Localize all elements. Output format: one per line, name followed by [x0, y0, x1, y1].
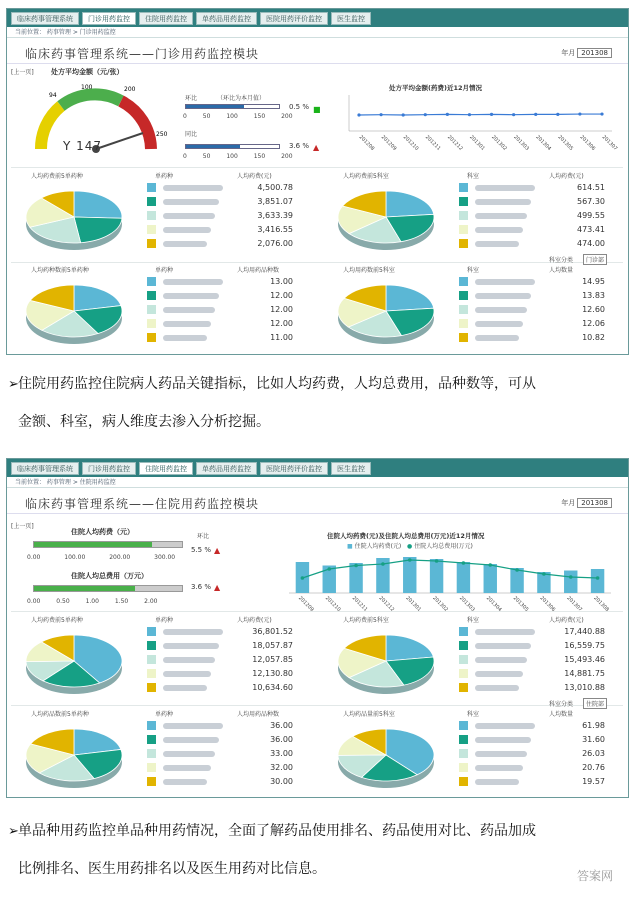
combo-title: 住院人均药费(元)及住院人均总费用(万元)近12月情况	[327, 532, 485, 540]
tab-evaluation[interactable]: 医院用药评价监控	[260, 462, 328, 475]
legend-swatch	[459, 277, 468, 286]
trend-tick-label: 201306	[578, 134, 597, 152]
redacted-name	[475, 723, 535, 729]
value-cell: 61.98	[582, 721, 605, 730]
trend-point	[357, 113, 360, 116]
legend-swatch	[459, 183, 468, 192]
tab-single-drug[interactable]: 单药品用药监控	[196, 462, 257, 475]
tongbi-label: 同比	[185, 131, 198, 138]
legend-swatch	[147, 627, 156, 636]
caption-1-line: 金额、科室，病人维度去渗入分析挖掘。	[18, 414, 270, 430]
huanbi-pct: 0.5 %	[289, 103, 310, 111]
redacted-name	[163, 199, 219, 205]
combo-point	[515, 568, 519, 572]
value-cell: 14,881.75	[564, 669, 605, 678]
legend-swatch	[459, 735, 468, 744]
value-cell: 12.00	[270, 291, 293, 300]
tab-inpatient[interactable]: 住院用药监控	[139, 12, 193, 25]
trend-tick-label: 201307	[600, 134, 619, 152]
legend-swatch	[459, 763, 468, 772]
legend-swatch	[147, 641, 156, 650]
col-header: 单药种	[155, 617, 174, 624]
redacted-name	[475, 185, 535, 191]
ratio-label: 环比	[197, 533, 210, 540]
value-cell: 2,076.00	[257, 239, 293, 248]
panel-title: 人均药费前5科室	[343, 173, 389, 180]
gauge-tick: 200	[124, 86, 136, 93]
redacted-name	[163, 737, 219, 743]
pie-slice	[386, 635, 433, 661]
redacted-name	[475, 671, 523, 677]
legend-swatch	[459, 683, 468, 692]
value-cell: 16,559.75	[564, 641, 605, 650]
legend-swatch	[147, 333, 156, 342]
redacted-name	[163, 227, 211, 233]
tab-doctor[interactable]: 医生监控	[331, 12, 371, 25]
redacted-name	[475, 279, 535, 285]
back-link[interactable]: [上一页]	[11, 523, 34, 530]
gauge-value: Y 147	[63, 139, 103, 153]
pie-chart	[331, 721, 441, 793]
page-title: 临床药事管理系统——门诊用药监控模块	[25, 47, 260, 61]
col-header: 人均数量	[549, 711, 574, 718]
redacted-name	[475, 751, 527, 757]
tongbi-axis: 0 50 100 150 200	[183, 153, 293, 160]
bar1-title: 住院人均药费（元）	[71, 528, 134, 536]
tab-outpatient[interactable]: 门诊用药监控	[82, 462, 136, 475]
redacted-name	[475, 199, 531, 205]
combo-tick-label: 201210	[323, 595, 342, 613]
legend-swatch	[459, 291, 468, 300]
bar2-axis: 0.00 0.50 1.00 1.50 2.00	[27, 598, 158, 605]
redacted-name	[475, 643, 531, 649]
value-cell: 30.00	[270, 777, 293, 786]
panel-title: 人均药费前5科室	[343, 617, 389, 624]
screenshot-outpatient	[6, 8, 629, 355]
redacted-name	[475, 779, 519, 785]
pie-slice	[386, 285, 434, 311]
combo-point	[301, 576, 305, 580]
redacted-name	[475, 737, 531, 743]
redacted-name	[163, 723, 223, 729]
month-selector[interactable]: 年月 201308	[561, 48, 612, 58]
col-header: 人均药费(元)	[549, 173, 584, 180]
tongbi-pct: 3.6 %	[289, 142, 310, 150]
combo-point	[381, 562, 385, 566]
value-cell: 10.82	[582, 333, 605, 342]
panel-title: 人均药费前5单药种	[31, 173, 83, 180]
tab-system[interactable]: 临床药事管理系统	[11, 12, 79, 25]
redacted-name	[163, 307, 215, 313]
trend-tick-label: 201210	[401, 134, 420, 152]
redacted-name	[163, 241, 207, 247]
trend-point	[490, 113, 493, 116]
legend-swatch	[459, 669, 468, 678]
value-cell: 18,057.87	[252, 641, 293, 650]
pie-chart	[331, 627, 441, 699]
bar2	[33, 585, 183, 592]
combo-point	[354, 564, 358, 568]
redacted-name	[163, 321, 211, 327]
legend-swatch	[459, 627, 468, 636]
trend-tick-label: 201209	[379, 134, 398, 152]
combo-tick-label: 201302	[431, 595, 449, 613]
combo-point	[569, 575, 573, 579]
panel-title: 人均药种数前5单药种	[31, 267, 89, 274]
combo-bar	[430, 559, 443, 593]
combo-point	[488, 563, 492, 567]
combo-tick-label: 201303	[458, 595, 476, 613]
tongbi-bar	[185, 144, 280, 149]
filter-label: 科室分类	[549, 701, 574, 708]
trend-point	[600, 112, 603, 115]
combo-bar	[457, 562, 470, 593]
legend-swatch	[459, 319, 468, 328]
trend-point	[402, 113, 405, 116]
bar1-pct: 5.5 %	[191, 546, 212, 554]
legend-swatch	[147, 763, 156, 772]
redacted-name	[475, 629, 535, 635]
tab-evaluation[interactable]: 医院用药评价监控	[260, 12, 328, 25]
combo-tick-label: 201212	[377, 595, 396, 613]
trend-tick-label: 201305	[556, 134, 575, 152]
col-header: 人均数量	[549, 267, 574, 274]
col-header: 科室	[467, 173, 480, 180]
legend-swatch	[147, 669, 156, 678]
caption-2-line: 单品种用药监控单品种用药情况，全面了解药品使用排名、药品使用对比、药品加成	[18, 823, 536, 839]
value-cell: 36,801.52	[252, 627, 293, 636]
trend-tick-label: 201303	[512, 134, 530, 152]
panel-p3	[7, 705, 317, 798]
legend-swatch	[147, 211, 156, 220]
value-cell: 12,057.85	[252, 655, 293, 664]
redacted-name	[163, 185, 223, 191]
redacted-name	[475, 657, 527, 663]
combo-bar	[564, 571, 577, 594]
value-cell: 13.83	[582, 291, 605, 300]
panel-title: 人均药费前5单药种	[31, 617, 83, 624]
redacted-name	[163, 293, 219, 299]
value-cell: 17,440.88	[564, 627, 605, 636]
pie-chart	[19, 277, 129, 349]
col-header: 人均药费(元)	[549, 617, 584, 624]
bar2-pct: 3.6 %	[191, 583, 212, 591]
value-cell: 36.00	[270, 735, 293, 744]
gauge-tick: 94	[49, 92, 57, 99]
panel-p2	[319, 611, 629, 705]
panel-title: 人均药品数前5单药种	[31, 711, 89, 718]
bullet-arrow-icon: ➢	[8, 824, 19, 839]
value-cell: 14.95	[582, 277, 605, 286]
bullet-arrow-icon: ➢	[8, 377, 19, 392]
combo-tick-label: 201209	[297, 595, 315, 613]
legend-swatch	[459, 333, 468, 342]
redacted-name	[475, 335, 519, 341]
trend-tick-label: 201301	[468, 134, 486, 152]
legend-swatch	[147, 197, 156, 206]
value-cell: 11.00	[270, 333, 293, 342]
combo-point	[542, 572, 546, 576]
trend-point	[424, 113, 427, 116]
trend-point	[379, 113, 382, 116]
caption-2-line: 比例排名、医生用药排名以及医生用药对比信息。	[18, 861, 326, 877]
trend-point	[446, 113, 449, 116]
redacted-name	[475, 765, 523, 771]
legend-swatch	[459, 211, 468, 220]
value-cell: 15,493.46	[564, 655, 605, 664]
panel-p3	[7, 261, 317, 355]
redacted-name	[163, 779, 207, 785]
redacted-name	[475, 307, 527, 313]
tab-single-drug[interactable]: 单药品用药监控	[196, 12, 257, 25]
panel-p4	[319, 257, 629, 355]
col-header: 人均用药品种数	[237, 711, 280, 718]
combo-tick-label: 201211	[350, 595, 369, 613]
col-header: 人均药费(元)	[237, 173, 272, 180]
redacted-name	[163, 629, 223, 635]
bar1-axis: 0.00 100.00 200.00 300.00	[27, 554, 176, 561]
value-cell: 26.03	[582, 749, 605, 758]
pie-slice	[386, 191, 434, 217]
redacted-name	[163, 279, 223, 285]
value-cell: 10,634.60	[252, 683, 293, 692]
value-cell: 614.51	[577, 183, 605, 192]
combo-point	[327, 567, 331, 571]
legend-swatch	[459, 225, 468, 234]
huanbi-bar	[185, 104, 280, 109]
tab-bar	[7, 9, 628, 27]
redacted-name	[163, 751, 215, 757]
up-arrow-icon: ■	[313, 105, 321, 114]
legend-swatch	[147, 721, 156, 730]
down-arrow-icon: ▲	[313, 143, 320, 152]
combo-tick-label: 201305	[511, 595, 530, 613]
trend-tick-label: 201304	[534, 134, 553, 152]
redacted-name	[475, 293, 531, 299]
bar2-title: 住院人均总费用（万元）	[71, 572, 148, 580]
legend-swatch	[459, 239, 468, 248]
pie-chart	[19, 721, 129, 793]
legend-swatch	[147, 749, 156, 758]
legend-swatch	[147, 225, 156, 234]
gauge-title: 处方平均金额（元/张）	[51, 68, 124, 76]
combo-line	[302, 560, 597, 578]
panel-title: 人均药品量前5科室	[343, 711, 395, 718]
bar1	[33, 541, 183, 548]
value-cell: 12.00	[270, 305, 293, 314]
legend-swatch	[147, 735, 156, 744]
value-cell: 13.00	[270, 277, 293, 286]
trend-point	[534, 113, 537, 116]
tab-bar	[7, 459, 628, 477]
legend-swatch	[147, 183, 156, 192]
redacted-name	[475, 227, 523, 233]
legend-swatch	[147, 239, 156, 248]
tab-inpatient[interactable]: 住院用药监控	[139, 462, 193, 475]
trend-tick-label: 201302	[490, 134, 508, 152]
value-cell: 12,130.80	[252, 669, 293, 678]
pie-chart	[19, 183, 129, 255]
value-cell: 474.00	[577, 239, 605, 248]
huanbi-axis: 0 50 100 150 200	[183, 113, 293, 120]
trend-tick-label: 201208	[357, 134, 376, 152]
col-header: 科室	[467, 267, 480, 274]
legend-swatch	[147, 655, 156, 664]
legend-swatch	[459, 777, 468, 786]
page-title: 临床药事管理系统——住院用药监控模块	[25, 497, 260, 511]
huanbi-label: 环比	[185, 95, 198, 102]
value-cell: 13,010.88	[564, 683, 605, 692]
col-header: 单药种	[155, 267, 174, 274]
combo-legend: ■ 住院人均药费(元) ● 住院人均总费用(万元)	[347, 543, 473, 550]
redacted-name	[163, 657, 215, 663]
trend-point	[578, 112, 581, 115]
combo-tick-label: 201304	[484, 595, 503, 613]
breadcrumb: 当前位置： 药事管理 > 门诊用药监控	[7, 27, 628, 38]
tab-doctor[interactable]: 医生监控	[331, 462, 371, 475]
legend-swatch	[147, 319, 156, 328]
filter-select[interactable]: 住院部	[583, 698, 607, 709]
combo-point	[408, 558, 412, 562]
combo-bar	[484, 564, 497, 593]
col-header: 人均药费(元)	[237, 617, 272, 624]
combo-bar	[403, 557, 416, 593]
down-arrow-icon: ▲	[214, 583, 221, 592]
redacted-name	[475, 213, 527, 219]
combo-tick-label: 201307	[565, 595, 584, 613]
tab-system[interactable]: 临床药事管理系统	[11, 462, 79, 475]
legend-swatch	[147, 277, 156, 286]
trend-chart	[337, 91, 622, 171]
value-cell: 12.00	[270, 319, 293, 328]
pie-chart	[331, 183, 441, 255]
caption-2	[18, 821, 618, 879]
filter-select[interactable]: 门诊部	[583, 254, 607, 265]
redacted-name	[475, 241, 519, 247]
caption-1	[18, 374, 618, 432]
col-header: 单药种	[155, 711, 174, 718]
value-cell: 33.00	[270, 749, 293, 758]
trend-point	[512, 113, 515, 116]
value-cell: 499.55	[577, 211, 605, 220]
legend-swatch	[459, 655, 468, 664]
trend-point	[468, 113, 471, 116]
screenshot-inpatient	[6, 458, 629, 798]
redacted-name	[163, 335, 207, 341]
col-header: 科室	[467, 617, 480, 624]
watermark-logo: 答案网	[576, 869, 613, 883]
legend-swatch	[459, 197, 468, 206]
gauge-tick: 250	[156, 131, 168, 138]
combo-tick-label: 201308	[592, 595, 610, 613]
pie-chart	[19, 627, 129, 699]
redacted-name	[163, 685, 207, 691]
panel-p2	[319, 167, 629, 261]
filter-label: 科室分类	[549, 257, 574, 264]
value-cell: 12.06	[582, 319, 605, 328]
legend-swatch	[147, 305, 156, 314]
panel-p4	[319, 701, 629, 798]
redacted-name	[163, 643, 219, 649]
value-cell: 20.76	[582, 763, 605, 772]
month-selector[interactable]: 年月 201308	[561, 498, 612, 508]
pie-chart	[331, 277, 441, 349]
legend-swatch	[459, 749, 468, 758]
down-arrow-icon: ▲	[214, 546, 221, 555]
legend-swatch	[459, 641, 468, 650]
trend-point	[556, 113, 559, 116]
panel-title: 人均用药数前5科室	[343, 267, 395, 274]
legend-swatch	[147, 683, 156, 692]
gauge-tick: 100	[81, 84, 93, 91]
legend-swatch	[459, 721, 468, 730]
caption-1-line: 住院用药监控住院病人药品关键指标，比如人均药费，人均总费用，品种数等，可从	[18, 376, 536, 392]
huanbi-note: （环比为本月值）	[217, 95, 266, 102]
redacted-name	[163, 765, 211, 771]
redacted-name	[163, 213, 215, 219]
legend-swatch	[147, 291, 156, 300]
value-cell: 3,851.07	[257, 197, 293, 206]
pie-slice	[74, 191, 122, 218]
redacted-name	[475, 685, 519, 691]
value-cell: 36.00	[270, 721, 293, 730]
redacted-name	[475, 321, 523, 327]
value-cell: 19.57	[582, 777, 605, 786]
combo-tick-label: 201301	[404, 595, 423, 613]
value-cell: 473.41	[577, 225, 605, 234]
value-cell: 4,500.78	[257, 183, 293, 192]
combo-point	[596, 576, 600, 580]
pie-slice	[74, 217, 122, 243]
panel-p1	[7, 167, 317, 261]
trend-line	[359, 114, 602, 115]
combo-point	[435, 559, 439, 563]
breadcrumb: 当前位置： 药事管理 > 住院用药监控	[7, 477, 628, 488]
value-cell: 3,633.39	[257, 211, 293, 220]
combo-point	[462, 561, 466, 565]
trend-title: 处方平均金额(药费)近12月情况	[389, 84, 482, 92]
value-cell: 32.00	[270, 763, 293, 772]
trend-tick-label: 201211	[423, 134, 442, 152]
trend-tick-label: 201212	[445, 134, 464, 152]
value-cell: 12.60	[582, 305, 605, 314]
panel-p1	[7, 611, 317, 705]
value-cell: 31.60	[582, 735, 605, 744]
value-cell: 567.30	[577, 197, 605, 206]
col-header: 单药种	[155, 173, 174, 180]
legend-swatch	[459, 305, 468, 314]
legend-swatch	[147, 777, 156, 786]
tab-outpatient[interactable]: 门诊用药监控	[82, 12, 136, 25]
col-header: 人均用药品种数	[237, 267, 280, 274]
combo-tick-label: 201306	[538, 595, 557, 613]
col-header: 科室	[467, 711, 480, 718]
combo-bar	[591, 569, 604, 593]
redacted-name	[163, 671, 211, 677]
value-cell: 3,416.55	[257, 225, 293, 234]
back-link[interactable]: [上一页]	[11, 69, 34, 76]
combo-bar	[349, 563, 362, 593]
